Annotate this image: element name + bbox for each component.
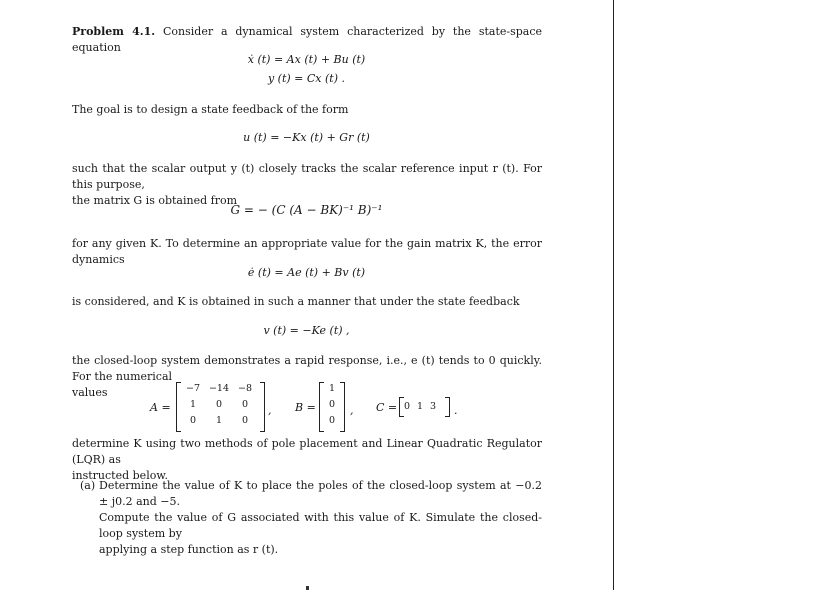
intro-text: Consider a dynamical system characterized by the state-space equation (72, 25, 543, 54)
matrix-a-cell: 0 (189, 415, 197, 426)
matrix-b-right-bracket (340, 382, 345, 432)
problem-intro (72, 24, 542, 56)
matrix-c-cell: 1 (416, 401, 424, 412)
paragraph-6 (72, 436, 542, 484)
matrix-a-cell: 1 (215, 415, 223, 426)
matrix-a-cell: −7 (185, 383, 200, 394)
matrix-c-right-bracket (445, 397, 450, 417)
paragraph-5-line-2: values (72, 386, 108, 399)
paragraph-6-line-1: determine K using two methods of pole placement and Linear Quadratic Regulator (LQR) as (72, 437, 542, 466)
feedback-equation: u (t) = −Kx (t) + Gr (t) (243, 131, 370, 144)
paragraph-5-line-1: the closed-loop system demonstrates a rapid response, i.e., e (t) tends to 0 quickly. For the numerical (72, 354, 542, 383)
paragraph-2-line-2: the matrix G is obtained from (72, 194, 238, 207)
paragraph-4: is considered, and K is obtained in such a manner that under the state feedback (72, 295, 520, 308)
state-equation: ẋ (t) = Ax (t) + Bu (t) (247, 53, 366, 66)
matrix-b-label: B = (295, 401, 316, 414)
comma: , (350, 404, 354, 417)
paragraph-2-line-1: such that the scalar output y (t) closely tracks the scalar reference input r (t). For this purpose, (72, 162, 542, 191)
comma: , (268, 404, 272, 417)
paragraph-5 (72, 353, 542, 401)
matrix-a-cell: 1 (189, 399, 197, 410)
paragraph-3: for any given K. To determine an appropriate value for the gain matrix K, the error dynamics (72, 237, 542, 266)
matrix-a-cell: −8 (237, 383, 252, 394)
paragraph-2 (72, 161, 542, 209)
problem-heading: Problem 4.1. (72, 25, 156, 38)
part-a (80, 478, 542, 558)
part-a-line-3: applying a step function as r (t). (99, 543, 279, 556)
matrix-b-cell: 0 (328, 415, 336, 426)
part-a-line-2: Compute the value of G associated with this value of K. Simulate the closed-loop system by (99, 511, 542, 540)
matrix-c-cell: 3 (429, 401, 437, 412)
matrix-a (180, 383, 260, 431)
part-a-label: (a) (80, 479, 96, 492)
matrix-a-cell: 0 (241, 415, 249, 426)
part-a-line-1: Determine the value of K to place the poles of the closed-loop system at −0.2 ± j0.2 and −5. (99, 479, 542, 508)
page-edge-mark (306, 586, 309, 590)
matrix-c-cell: 0 (403, 401, 411, 412)
matrix-a-label: A = (150, 401, 171, 414)
matrix-c-label: C = (376, 401, 398, 414)
blank-right-pane (614, 0, 819, 590)
state-feedback-equation: v (t) = −Ke (t) , (263, 324, 350, 337)
output-equation: y (t) = Cx (t) . (267, 72, 346, 85)
gain-g-equation: G = − (C (A − BK)⁻¹ B)⁻¹ (230, 203, 383, 217)
paragraph-6-line-2: instructed below. (72, 469, 168, 482)
period: . (454, 404, 458, 417)
matrix-a-cell: 0 (215, 399, 223, 410)
matrix-a-cell: −14 (208, 383, 230, 394)
error-dynamics-equation: ė (t) = Ae (t) + Bv (t) (247, 266, 366, 279)
matrix-b-cell: 0 (328, 399, 336, 410)
goal-text: The goal is to design a state feedback of the form (72, 103, 349, 116)
matrix-b-cell: 1 (328, 383, 336, 394)
matrix-a-right-bracket (260, 382, 265, 432)
matrix-a-cell: 0 (241, 399, 249, 410)
